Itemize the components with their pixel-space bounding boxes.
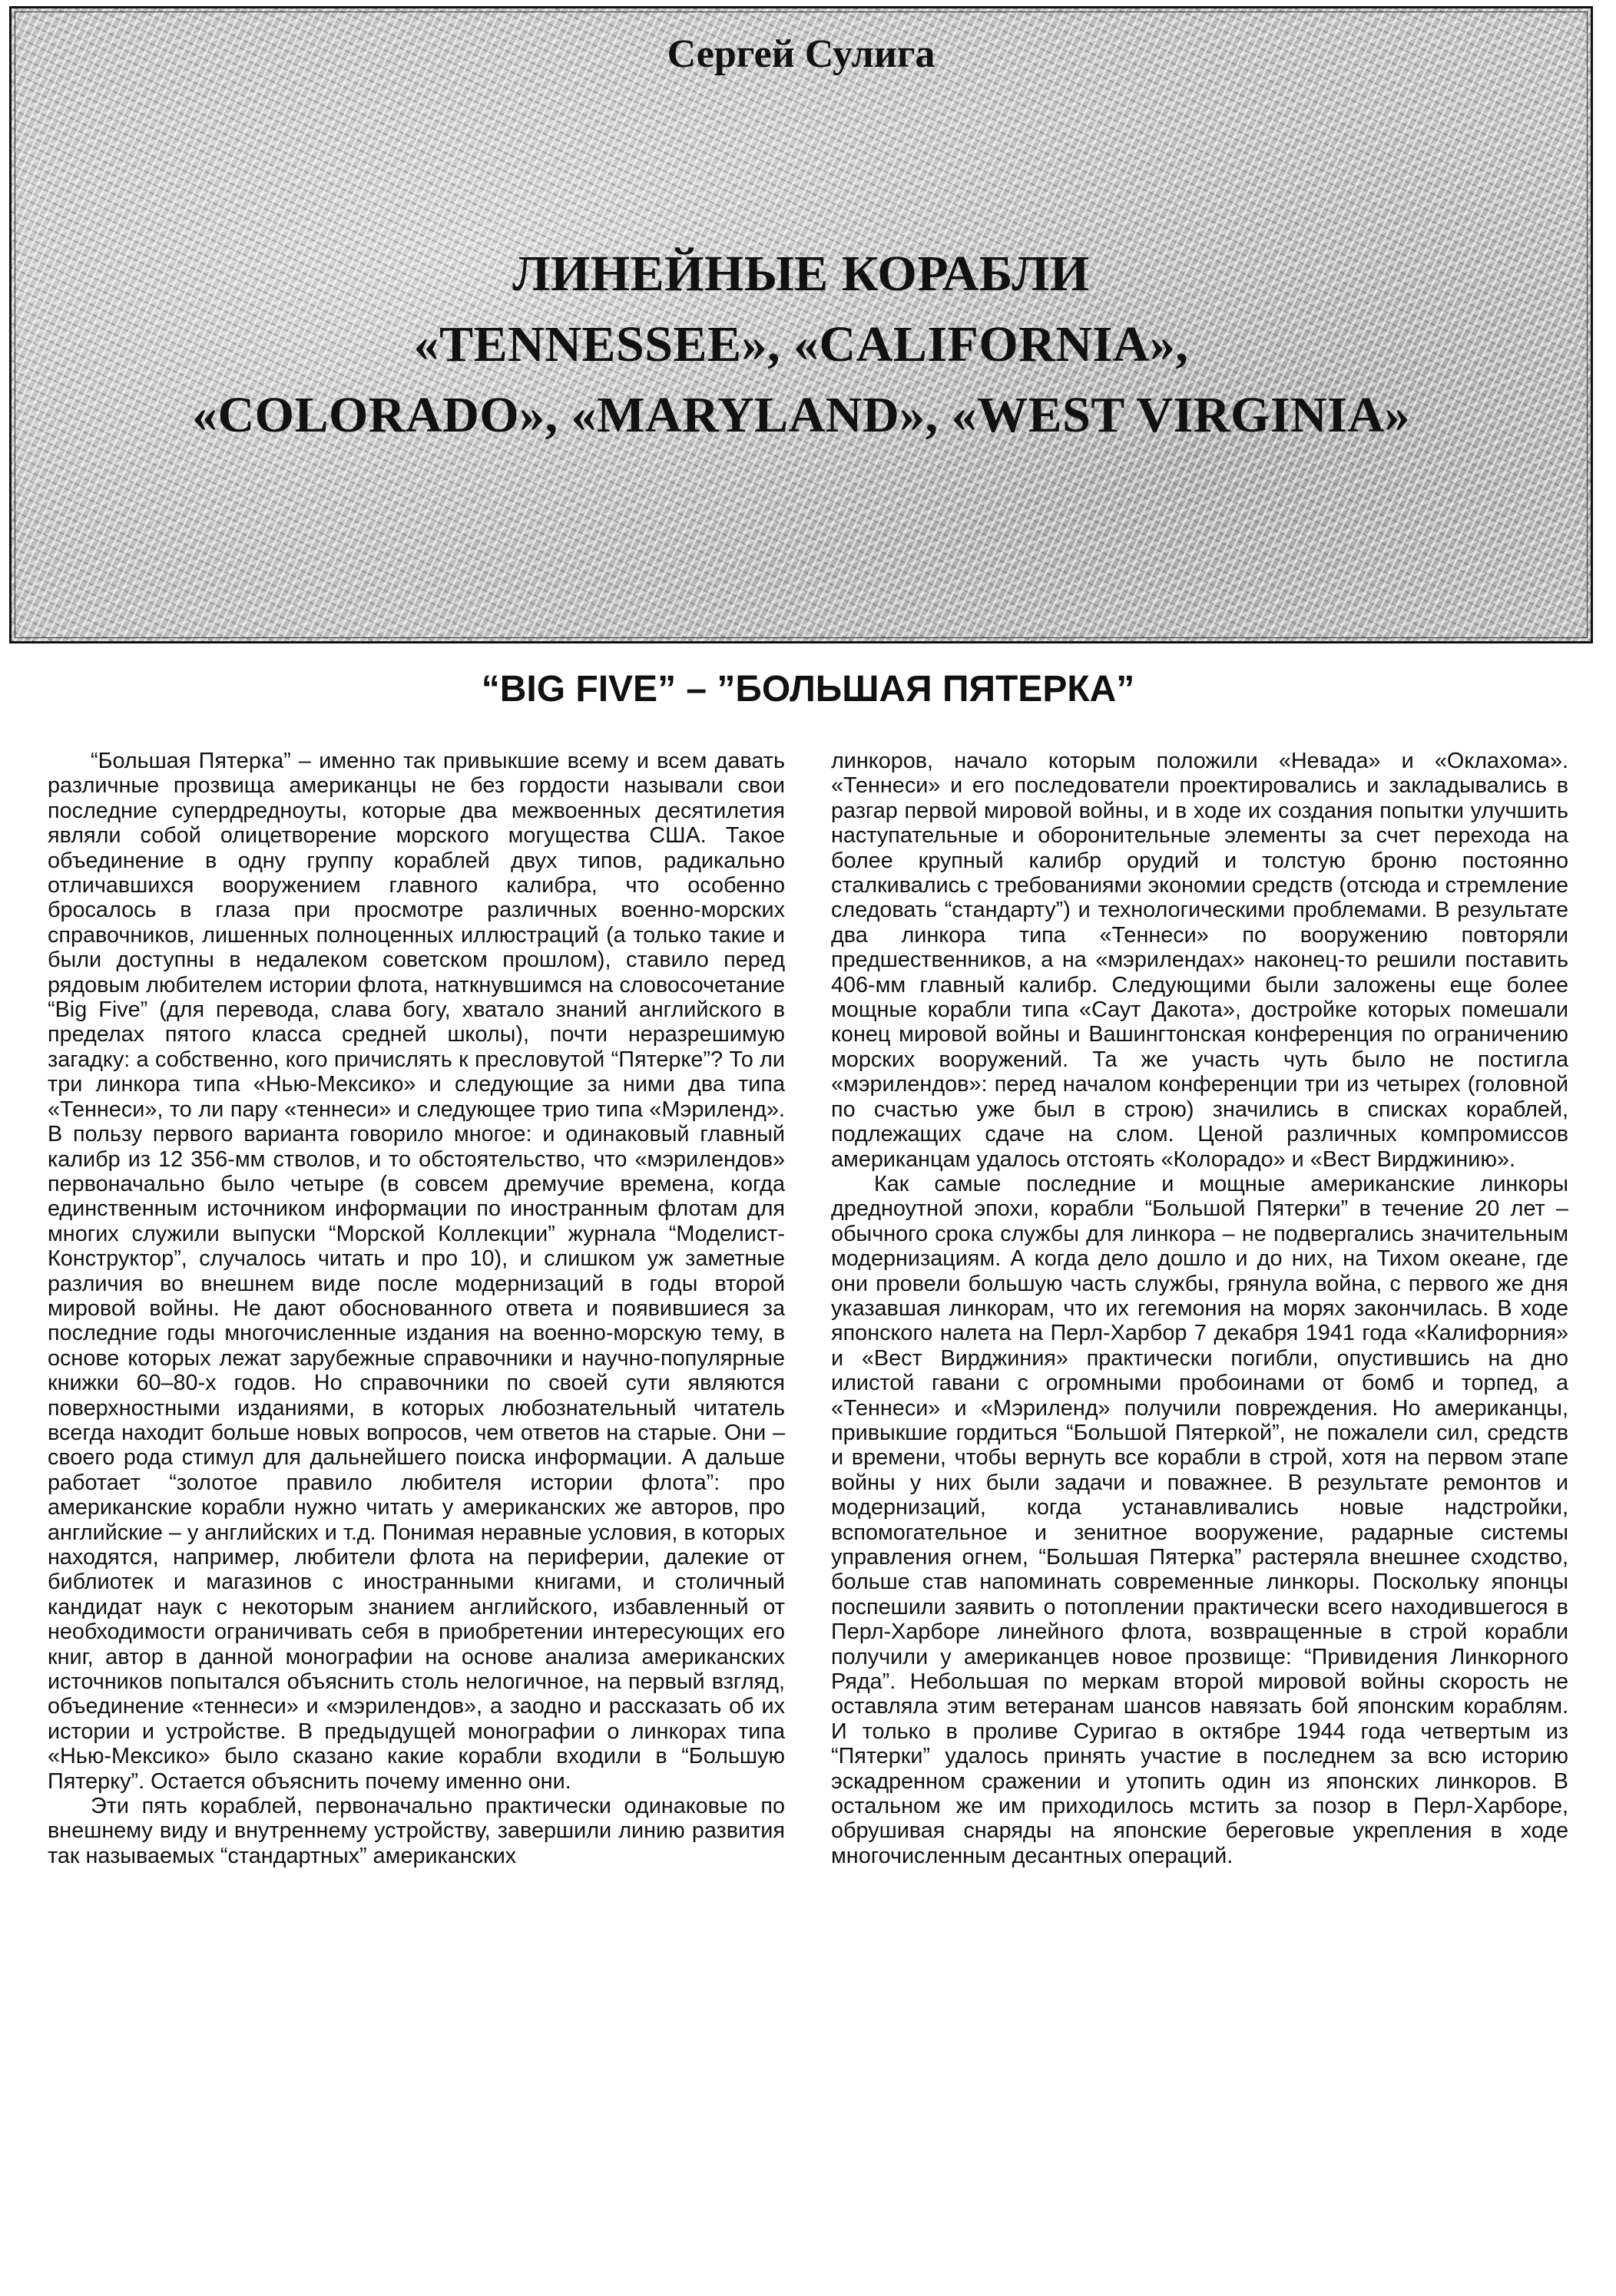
article-title-line-2: «TENNESSEE», «CALIFORNIA», [413,316,1189,372]
right-column [831,749,1568,1868]
article-title-line-1: ЛИНЕЙНЫЕ КОРАБЛИ [512,246,1090,302]
left-paragraph-2: Эти пять кораблей, первоначально практически одинаковые по внешнему виду и внутреннему устройству, завершили линию развития так называемых “стандартных” американских [48,1794,785,1868]
right-paragraph-1: линкоров, начало которым положили «Невада» и «Оклахома». «Теннеси» и его последователи проектировались и закладывались в разгар первой мировой войны, и в ходе их создания попытки улучшить наступательные и оборонительные элементы за счет перехода на более крупный калибр орудий и толстую броню постоянно сталкивались с требованиями экономии средств (отсюда и стремление следовать “стандарту”) и технологическими проблемами. В результате два линкора типа «Теннеси» по вооружению повторяли предшественников, а на «мэрилендах» наконец-то решили поставить 406-мм главный калибр. Следующими были заложены еще более мощные корабли типа «Саут Дакота», достройке которых помешали конец мировой войны и Вашингтонская конференция по ограничению морских вооружений. Та же участь чуть было не постигла «мэрилендов»: перед началом конференции три из четырех (головной по счастью уже был в строю) значились в списках кораблей, подлежащих сдаче на слом. Ценой различных компромиссов американцам удалось отстоять «Колорадо» и «Вест Вирджинию». [831,749,1568,1172]
author-name: Сергей Сулига [667,32,935,76]
article-title [12,239,1591,451]
left-paragraph-1: “Большая Пятерка” – именно так привыкшие всему и всем давать различные прозвища американцы не без гордости называли свои последние супердредноуты, которые два межвоенных десятилетия являли собой олицетворение морского могущества США. Такое объединение в одну группу кораблей двух типов, радикально отличавшихся вооружением главного калибра, что особенно бросалось в глаза при просмотре различных военно-морских справочников, лишенных полноценных иллюстраций (а только такие и были доступны в недалеком советском прошлом), ставило перед рядовым любителем истории флота, наткнувшимся на словосочетание “Big Five” (для перевода, слава богу, хватало знаний английского в пределах пятого класса средней школы), почти неразрешимую загадку: а собственно, кого причислять к пресловутой “Пятерке”? То ли три линкора типа «Нью-Мексико» и следующие за ними два типа «Теннеси», то ли пару «теннеси» и следующее трио типа «Мэриленд». В пользу первого варианта говорило многое: и одинаковый главный калибр из 12 356-мм стволов, и то обстоятельство, что «мэрилендов» первоначально было четыре (в совсем дремучие времена, когда единственным источником информации по иностранным флотам для многих служили выпуски “Морской Коллекции” журнала “Моделист-Конструктор”, случалось читать и про 10), и слишком уж заметные различия во внешнем виде после модернизаций в годы второй мировой войны. Не дают обоснованного ответа и появившиеся за последние годы многочисленные издания на военно-морскую тему, в основе которых лежат зарубежные справочники и научно-популярные книжки 60–80-х годов. Но справочники по своей сути являются поверхностными изданиями, в которых любознательный читатель всегда находит больше новых вопросов, чем ответов на старые. Они – своего рода стимул для дальнейшего поиска информации. А дальше работает “золотое правило любителя истории флота”: про американские корабли нужно читать у американских же авторов, про английские – у английских и т.д. Понимая неравные условия, в которых находятся, например, любители флота на периферии, далекие от библиотек и магазинов с иностранными книгами, и столичный кандидат наук с некоторым знанием английского, избавленный от необходимости ограничивать себя в приобретении интересующих его книг, автор в данной монографии на основе анализа американских источников попытался объяснить столь нелогичное, на первый взгляд, объединение «теннеси» и «мэрилендов», а заодно и рассказать об их истории и устройстве. В предыдущей монографии о линкорах типа «Нью-Мексико» было сказано какие корабли входили в “Большую Пятерку”. Остается объяснить почему именно они. [48,749,785,1794]
right-paragraph-2: Как самые последние и мощные американские линкоры дредноутной эпохи, корабли “Большой Пятерки” в течение 20 лет – обычного срока службы для линкора – не подвергались значительным модернизациям. А когда дело дошло и до них, на Тихом океане, где они провели большую часть службы, грянула война, с первого же дня указавшая линкорам, что их гегемония на морях закончилась. В ходе японского налета на Перл-Харбор 7 декабря 1941 года «Калифорния» и «Вест Вирджиния» практически погибли, опустившись на дно илистой гавани с огромными пробоинами от бомб и торпед, а «Теннеси» и «Мэриленд» получили повреждения. Но американцы, привыкшие гордиться “Большой Пятеркой”, не пожалели сил, средств и времени, чтобы вернуть все корабли в строй, хотя на первом этапе войны у них были задачи и поважнее. В результате ремонтов и модернизаций, когда устанавливались новые надстройки, вспомогательное и зенитное вооружение, радарные системы управления огнем, “Большая Пятерка” растеряла внешнее сходство, больше став напоминать современные линкоры. Поскольку японцы поспешили заявить о потоплении практически всего находившегося в Перл-Харборе линейного флота, возвращенные в строй корабли получили у американцев новое прозвище: “Привидения Линкорного Ряда”. Небольшая по меркам второй мировой войны скорость не оставляла этим ветеранам шансов навязать бой японским кораблям. И только в проливе Суригао в октябре 1944 года четвертым из “Пятерки” удалось принять участие в последнем за всю историю эскадренном сражении и утопить один из японских линкоров. В остальном же им приходилось мстить за позор в Перл-Харборе, обрушивая снаряды на японские береговые укрепления в ходе многочисленным десантных операций. [831,1171,1568,1868]
left-column [48,749,785,1868]
article-title-line-3: «COLORADO», «MARYLAND», «WEST VIRGINIA» [191,387,1411,443]
title-banner [9,6,1593,643]
section-heading: “BIG FIVE” – ”БОЛЬШАЯ ПЯТЕРКА” [481,669,1135,710]
